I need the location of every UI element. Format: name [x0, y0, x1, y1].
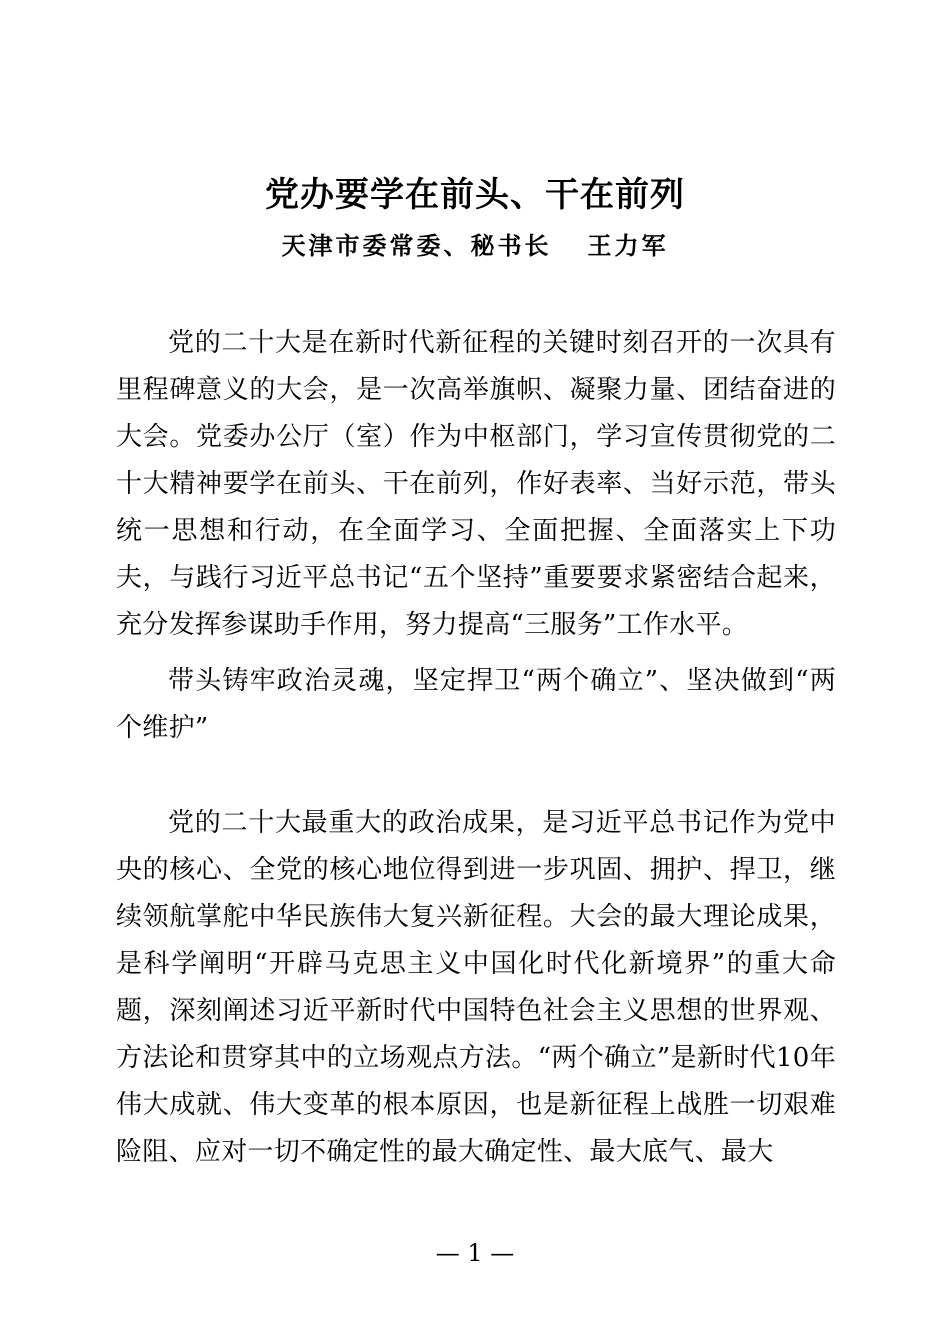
- author-name: 王力军: [587, 231, 669, 260]
- paragraph-intro: 党的二十大是在新时代新征程的关键时刻召开的一次具有里程碑意义的大会，是一次高举旗帜、凝聚力量、团结奋进的大会。党委办公厅（室）作为中枢部门，学习宣传贯彻党的二十大精神要学在前头、干在前列，作好表率、当好示范，带头统一思想和行动，在全面学习、全面把握、全面落实上下功夫，与践行习近平总书记“五个坚持”重要要求紧密结合起来，充分发挥参谋助手作用，努力提高“三服务”工作水平。: [116, 328, 836, 640]
- section-heading: 带头铸牢政治灵魂，坚定捍卫“两个确立”、坚决做到“两个维护”: [116, 666, 836, 743]
- document-title: 党办要学在前头、干在前列: [265, 175, 685, 215]
- author-line: [0, 228, 950, 264]
- author-title: 天津市委常委、秘书长: [281, 231, 552, 260]
- paragraph-body: 党的二十大最重大的政治成果，是习近平总书记作为党中央的核心、全党的核心地位得到进一步巩固、拥护、捍卫，继续领航掌舵中华民族伟大复兴新征程。大会的最大理论成果，是科学阐明“开辟马克思主义中国化时代化新境界”的重大命题，深刻阐述习近平新时代中国特色社会主义思想的世界观、方法论和贯穿其中的立场观点方法。“两个确立”是新时代10年伟大成就、伟大变革的根本原因，也是新征程上战胜一切艰难险阻、应对一切不确定性的最大确定性、最大底气、最大: [116, 808, 836, 1167]
- page-number: — 1 —: [435, 1239, 515, 1267]
